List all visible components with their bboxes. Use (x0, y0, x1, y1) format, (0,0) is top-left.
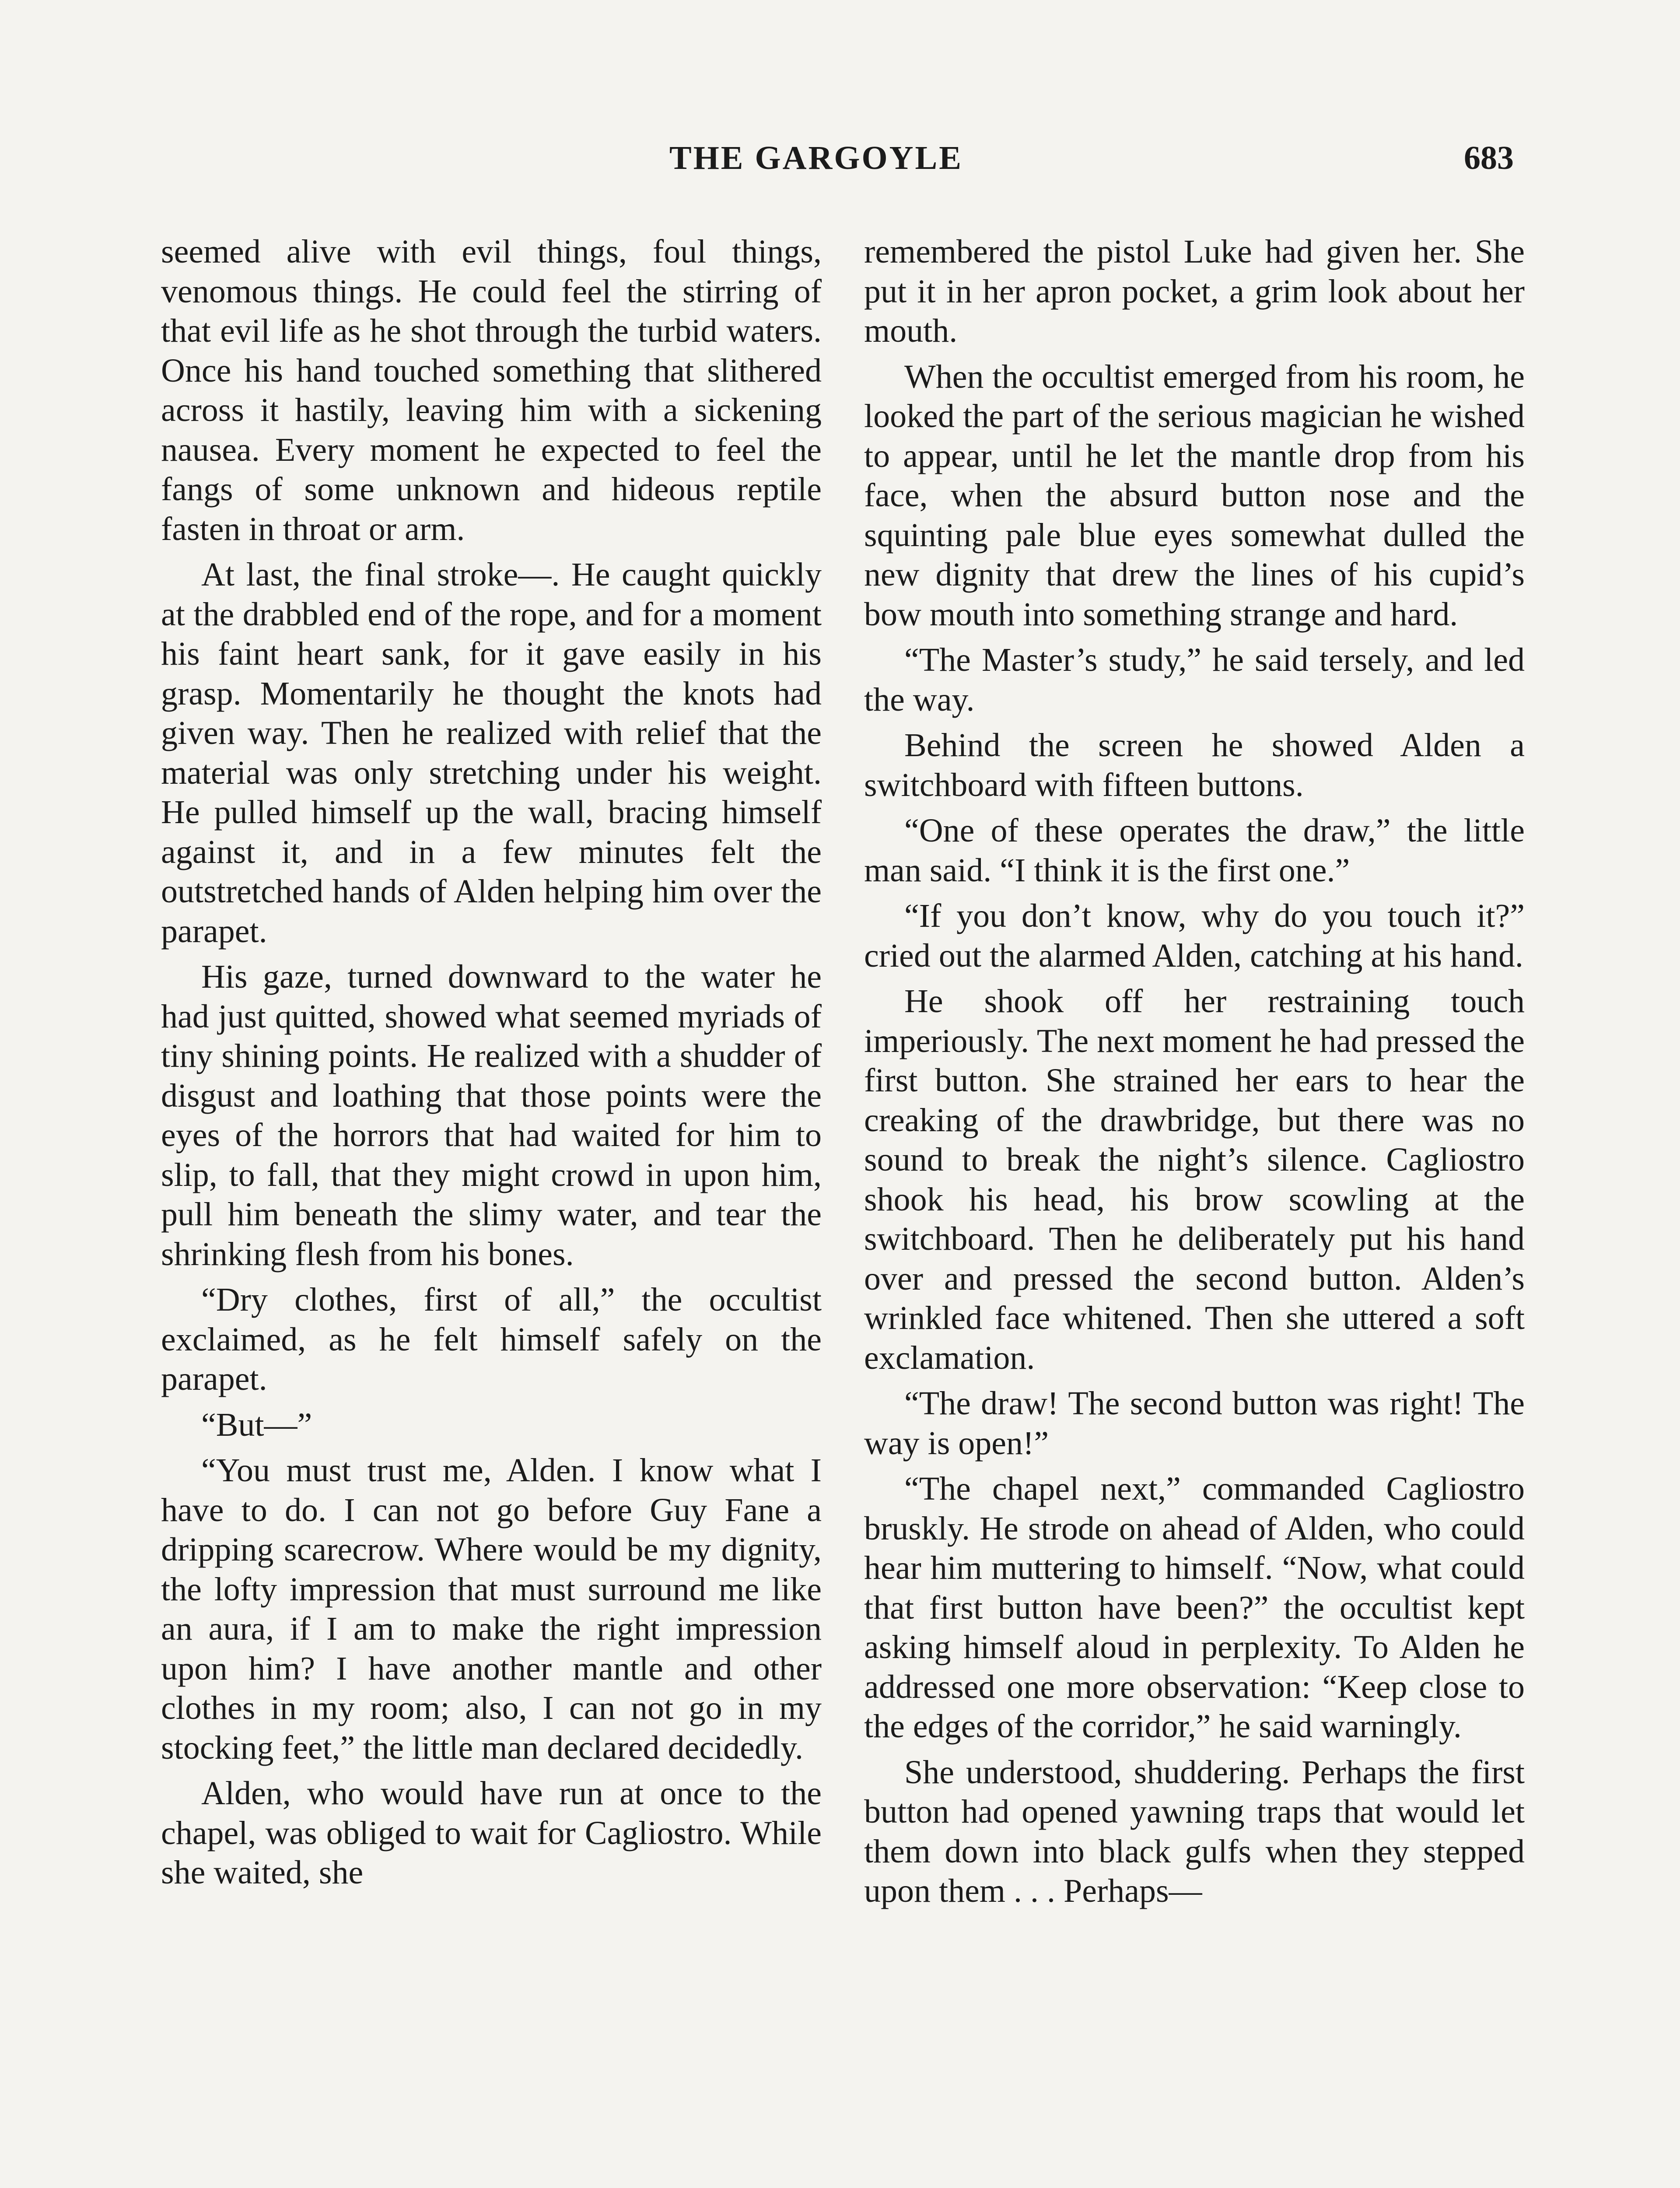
paragraph: “Dry clothes, first of all,” the occultist exclaimed, as he felt himself safely on the parapet. (161, 1281, 822, 1397)
paragraph: “The chapel next,” commanded Cagliostro bruskly. He strode on ahead of Alden, who could hear him muttering to himself. “Now, what could that first button have been?” the occultist kept asking himself aloud in perplexity. To Alden he addressed one more observation: “Keep close to the edges of the corridor,” he said warningly. (864, 1470, 1525, 1745)
paragraph: remembered the pistol Luke had given her. She put it in her apron pocket, a grim look about her mouth. (864, 233, 1525, 349)
paragraph: Alden, who would have run at once to the chapel, was obliged to wait for Cagliostro. While she waited, she (161, 1775, 822, 1891)
paragraph: “One of these operates the draw,” the little man said. “I think it is the first one.” (864, 812, 1525, 889)
paragraph: “The Master’s study,” he said tersely, and led the way. (864, 642, 1525, 718)
paragraph: “You must trust me, Alden. I know what I have to do. I can not go before Guy Fane a dripping scarecrow. Where would be my dignity, the lofty impression that must surround me like an aura, if I am to make the right impression upon him? I have another mantle and other clothes in my room; also, I can not go in my stocking feet,” the little man declared decidedly. (161, 1452, 822, 1766)
paragraph: seemed alive with evil things, foul things, venomous things. He could feel the stirring of that evil life as he shot through the turbid waters. Once his hand touched something that slithered across it hastily, leaving him with a sickening nausea. Every moment he expected to feel the fangs of some unknown and hideous reptile fasten in throat or arm. (161, 233, 822, 547)
paragraph: He shook off her restraining touch imperiously. The next moment he had pressed the first button. She strained her ears to hear the creaking of the drawbridge, but there was no sound to break the night’s silence. Cagliostro shook his head, his brow scowling at the switchboard. Then he deliberately put his hand over and pressed the second button. Alden’s wrinkled face whitened. Then she uttered a soft exclamation. (864, 983, 1525, 1376)
page-number: 683 (1464, 140, 1514, 176)
paragraph: “But—” (201, 1406, 312, 1443)
running-title: THE GARGOYLE (669, 140, 963, 176)
paragraph: At last, the final stroke—. He caught quickly at the drabbled end of the rope, and for a moment his faint heart sank, for it gave easily in his grasp. Momentarily he thought the knots had given way. Then he realized with relief that the material was only stretching under his weight. He pulled himself up the wall, bracing himself against it, and in a few minutes felt the outstretched hands of Alden helping him over the parapet. (161, 556, 822, 950)
paragraph: “If you don’t know, why do you touch it?” cried out the alarmed Alden, catching at his hand. (864, 898, 1525, 974)
paragraph: “The draw! The second button was right! The way is open!” (864, 1385, 1525, 1462)
left-column (161, 232, 822, 1893)
page-header (0, 139, 1680, 187)
paragraph: Behind the screen he showed Alden a switchboard with fifteen buttons. (864, 727, 1525, 803)
paragraph: When the occultist emerged from his room, he looked the part of the serious magician he wished to appear, until he let the mantle drop from his face, when the absurd button nose and the squinting pale blue eyes somewhat dulled the new dignity that drew the lines of his cupid’s bow mouth into something strange and hard. (864, 358, 1525, 633)
right-column (864, 232, 1525, 1911)
paragraph: His gaze, turned downward to the water he had just quitted, showed what seemed myriads of tiny shining points. He realized with a shudder of disgust and loathing that those points were the eyes of the horrors that had waited for him to slip, to fall, that they might crowd in upon him, pull him beneath the slimy water, and tear the shrinking flesh from his bones. (161, 958, 822, 1273)
paragraph: She understood, shuddering. Perhaps the first button had opened yawning traps that would let them down into black gulfs when they stepped upon them . . . Perhaps— (864, 1753, 1525, 1909)
